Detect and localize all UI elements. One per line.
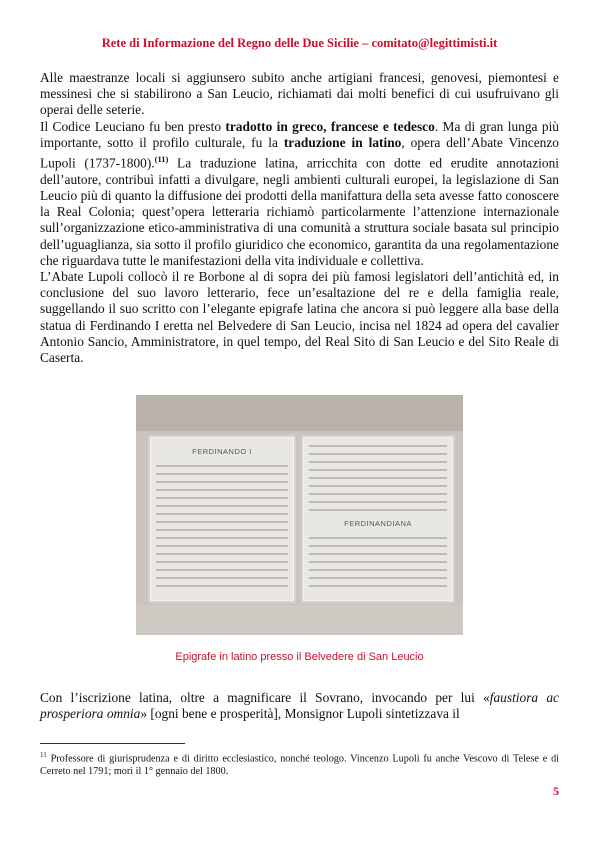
p4-part-c: » [ogni bene e prosperità], Monsignor Lupoli sintetizzava il [140, 706, 460, 722]
p2-part-f: La traduzione latina, arricchita con dotte ed erudite annotazioni dell’autore, contribuì infatti a divulgare, negli ambienti culturali europei, la legislazione di San Leucio più di quanto la diffusione dei prodotti della manifattura della seta avesse fatto conoscere la Real Colonia; quest’opera letteraria richiamò particolarmente l’attenzione internazionale sull’organizzazione etico-amministrativa di una comunità a struttura sociale basata sul principio dell’uguaglianza, sia sotto il profilo giuridico che economico, garantita da una regolamentazione che riguardava tutte le manifestazioni della vita individuale e collettiva. [40, 155, 560, 268]
plaque-right-title: FERDINANDIANA [344, 519, 412, 528]
p2-part-a: Il Codice Leuciano fu ben presto [40, 118, 226, 134]
after-figure-text [40, 690, 559, 722]
p2-part-c: . Ma di gran lunga più importante, sotto il profilo culturale, fu la [40, 118, 559, 150]
plaque-left-title: FERDINANDO I [192, 447, 252, 456]
plaque-left [148, 435, 296, 603]
footnote-rule [40, 743, 185, 744]
page-header: Rete di Informazione del Regno delle Due Sicilie – comitato@legittimisti.it [101, 36, 498, 50]
footnote-text: Professore di giurisprudenza e di diritto ecclesiastico, nonché teologo. Vincenzo Lupoli fu anche Vescovo di Telese e di Cerreto nel 1791; morì il 1° gennaio del 1800. [40, 753, 559, 778]
p4-part-a: Con l’iscrizione latina, oltre a magnificare il Sovrano, invocando per lui « [40, 690, 490, 705]
paragraph-2 [40, 119, 559, 269]
epigraph-photo [136, 395, 463, 635]
page-number: 5 [553, 784, 559, 798]
wall-bottom [136, 605, 463, 635]
body-text [40, 70, 559, 366]
wall-top [136, 395, 463, 431]
paragraph-3: L’Abate Lupoli collocò il re Borbone al di sopra dei più famosi legislatori dell’antichità ed, in conclusione del suo lavoro letterario, fece un’esaltazione del re e della famiglia reale, suggellando il suo scritto con l’elegante epigrafe latina che ancora si può leggere alla base della statua di Ferdinando I eretta nel Belvedere di San Leucio, incisa nel 1824 ad opera del cavalier Antonio Sancio, Amministratore, in quel tempo, del Real Sito di San Leucio e del Sito Reale di Caserta. [40, 268, 559, 365]
plaque-right [301, 435, 455, 603]
footnote-number: 11 [40, 751, 47, 759]
paragraph-4 [40, 690, 559, 722]
footnote-ref[interactable]: (11) [154, 154, 169, 165]
p4-italic-quote: faustiora ac prosperiora omnia [40, 690, 559, 722]
paragraph-1: Alle maestranze locali si aggiunsero subito anche artigiani francesi, genovesi, piemontesi e messinesi che si stabilirono a San Leucio, richiamati dai molti benefici di cui usufruivano gli operai delle seterie. [40, 70, 559, 118]
figure-caption: Epigrafe in latino presso il Belvedere di San Leucio [175, 651, 424, 663]
footnote [40, 749, 559, 778]
p2-bold-latin: traduzione in latino [283, 134, 402, 150]
p2-bold-translations: tradotto in greco, francese e tedesco [225, 118, 435, 134]
p2-part-e: , opera dell’Abate Vincenzo Lupoli (1737-1800). [40, 134, 559, 171]
